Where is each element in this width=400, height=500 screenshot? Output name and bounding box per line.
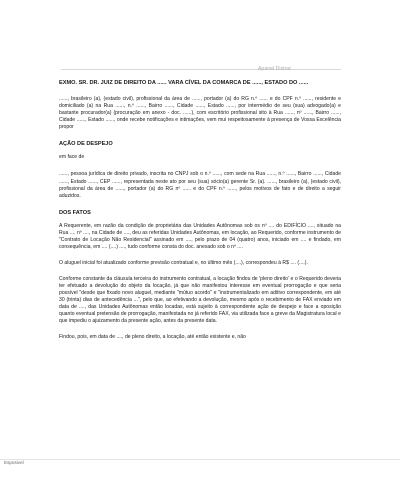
petition-title: EXMO. SR. DR. JUIZ DE DIREITO DA ...... VARA CÍVEL DA COMARCA DE ......, ESTADO DO ...... (59, 80, 309, 86)
action-title: AÇÃO DE DESPEJO (59, 141, 113, 148)
intro-paragraph: ......, brasileiro (a), (estado civil), profissional da área de ......, portador (a) do RG n.º ...... e do CPF n.º ......, residente e domiciliado (a) na Rua ......, n.º ......, Bairro ......, Cidade ......, Estado ......, por intermédio de seu (sua) advogado(a) e bastante procurador(a) (procuração em anexo - doc. ......), com escritório profissional sito à Rua ......, nº ......, Bairro ......, Cidade ......, Estado ......, onde recebe notificações e intimações, vem mui respeitosamente à presença de Vossa Excelência propor (59, 96, 341, 131)
facts-paragraph-2: O aluguel inicial foi atualizado conforme previsão contratual e, no último mês (....), correspondeu à R$ .... (....). (59, 259, 308, 266)
against-text: em face de (59, 154, 85, 161)
footer-label: Esposivel (4, 460, 24, 465)
header-divider (61, 69, 341, 70)
defendant-paragraph: ......, pessoa jurídica de direito privado, inscrita no CNPJ sob o n.º ......, com sede na Rua ......, n.º ......, Bairro ......, Cidade ......, Estado ......, CEP ......, representada neste ato por seu (sua) sócio(a) gerente Sr. (a). ......, brasileiro (a), (estado civil), profissional da área de ......, portador (a) do RG nº ...... e do CPF n.º ......, pelos motivos de fato e de direito a seguir aduzidos. (59, 171, 341, 199)
top-band (0, 0, 400, 69)
watermark-text: Apanel Distrat (258, 66, 291, 72)
footer-divider (0, 459, 400, 460)
facts-paragraph-1: A Requerente, em razão da condição de proprietária das Unidades Autônomas sob os nº .... do EDIFÍCIO ...., situado na Rua .... nº ...., na Cidade de ...., deu as referidas Unidades Autônomas, em locação, ao Requerido, conforme instrumento de "Contrato de Locação Não Residencial" assinado em ...., pelo prazo de 04 (quatro) anos, iniciado em .... e findado, em consequência, em .... (....) ...., tudo conforme consta do doc. anexado sob o nº .... (59, 222, 341, 250)
facts-title: DOS FATOS (59, 209, 91, 216)
facts-paragraph-3: Conforme constante da cláusula terceira do instrumento contratual, a locação findou de 'pleno direito' e o Requerido deveria ter efetuado a devolução do objeto da locação, já que não manifestou interesse em eventual prorrogação e que seria possível "desde que fixado novo aluguel, mediante "mútuo acordo" e "instrumentalizado em aditivo correspondente, em até 30 (trinta) dias de antecedência ...", pelo que, ao efetivando a devolução, mesmo após o recebimento de FAX enviado em data de ...., das Unidades Autônomas então locadas, está sujeito à correspondente ação de despejo e face a oposição quanto eventual pretensão de prorrogação, manifestada no já referido FAX, via utilizada face a greve da Magistratura local e que impediu o ajuizamento da presente ação, antes da presente data. (59, 275, 341, 325)
facts-paragraph-4: Findou, pois, em data de ...., de pleno direito, a locação, até então existente e, não (59, 334, 246, 341)
document-body (59, 80, 341, 341)
